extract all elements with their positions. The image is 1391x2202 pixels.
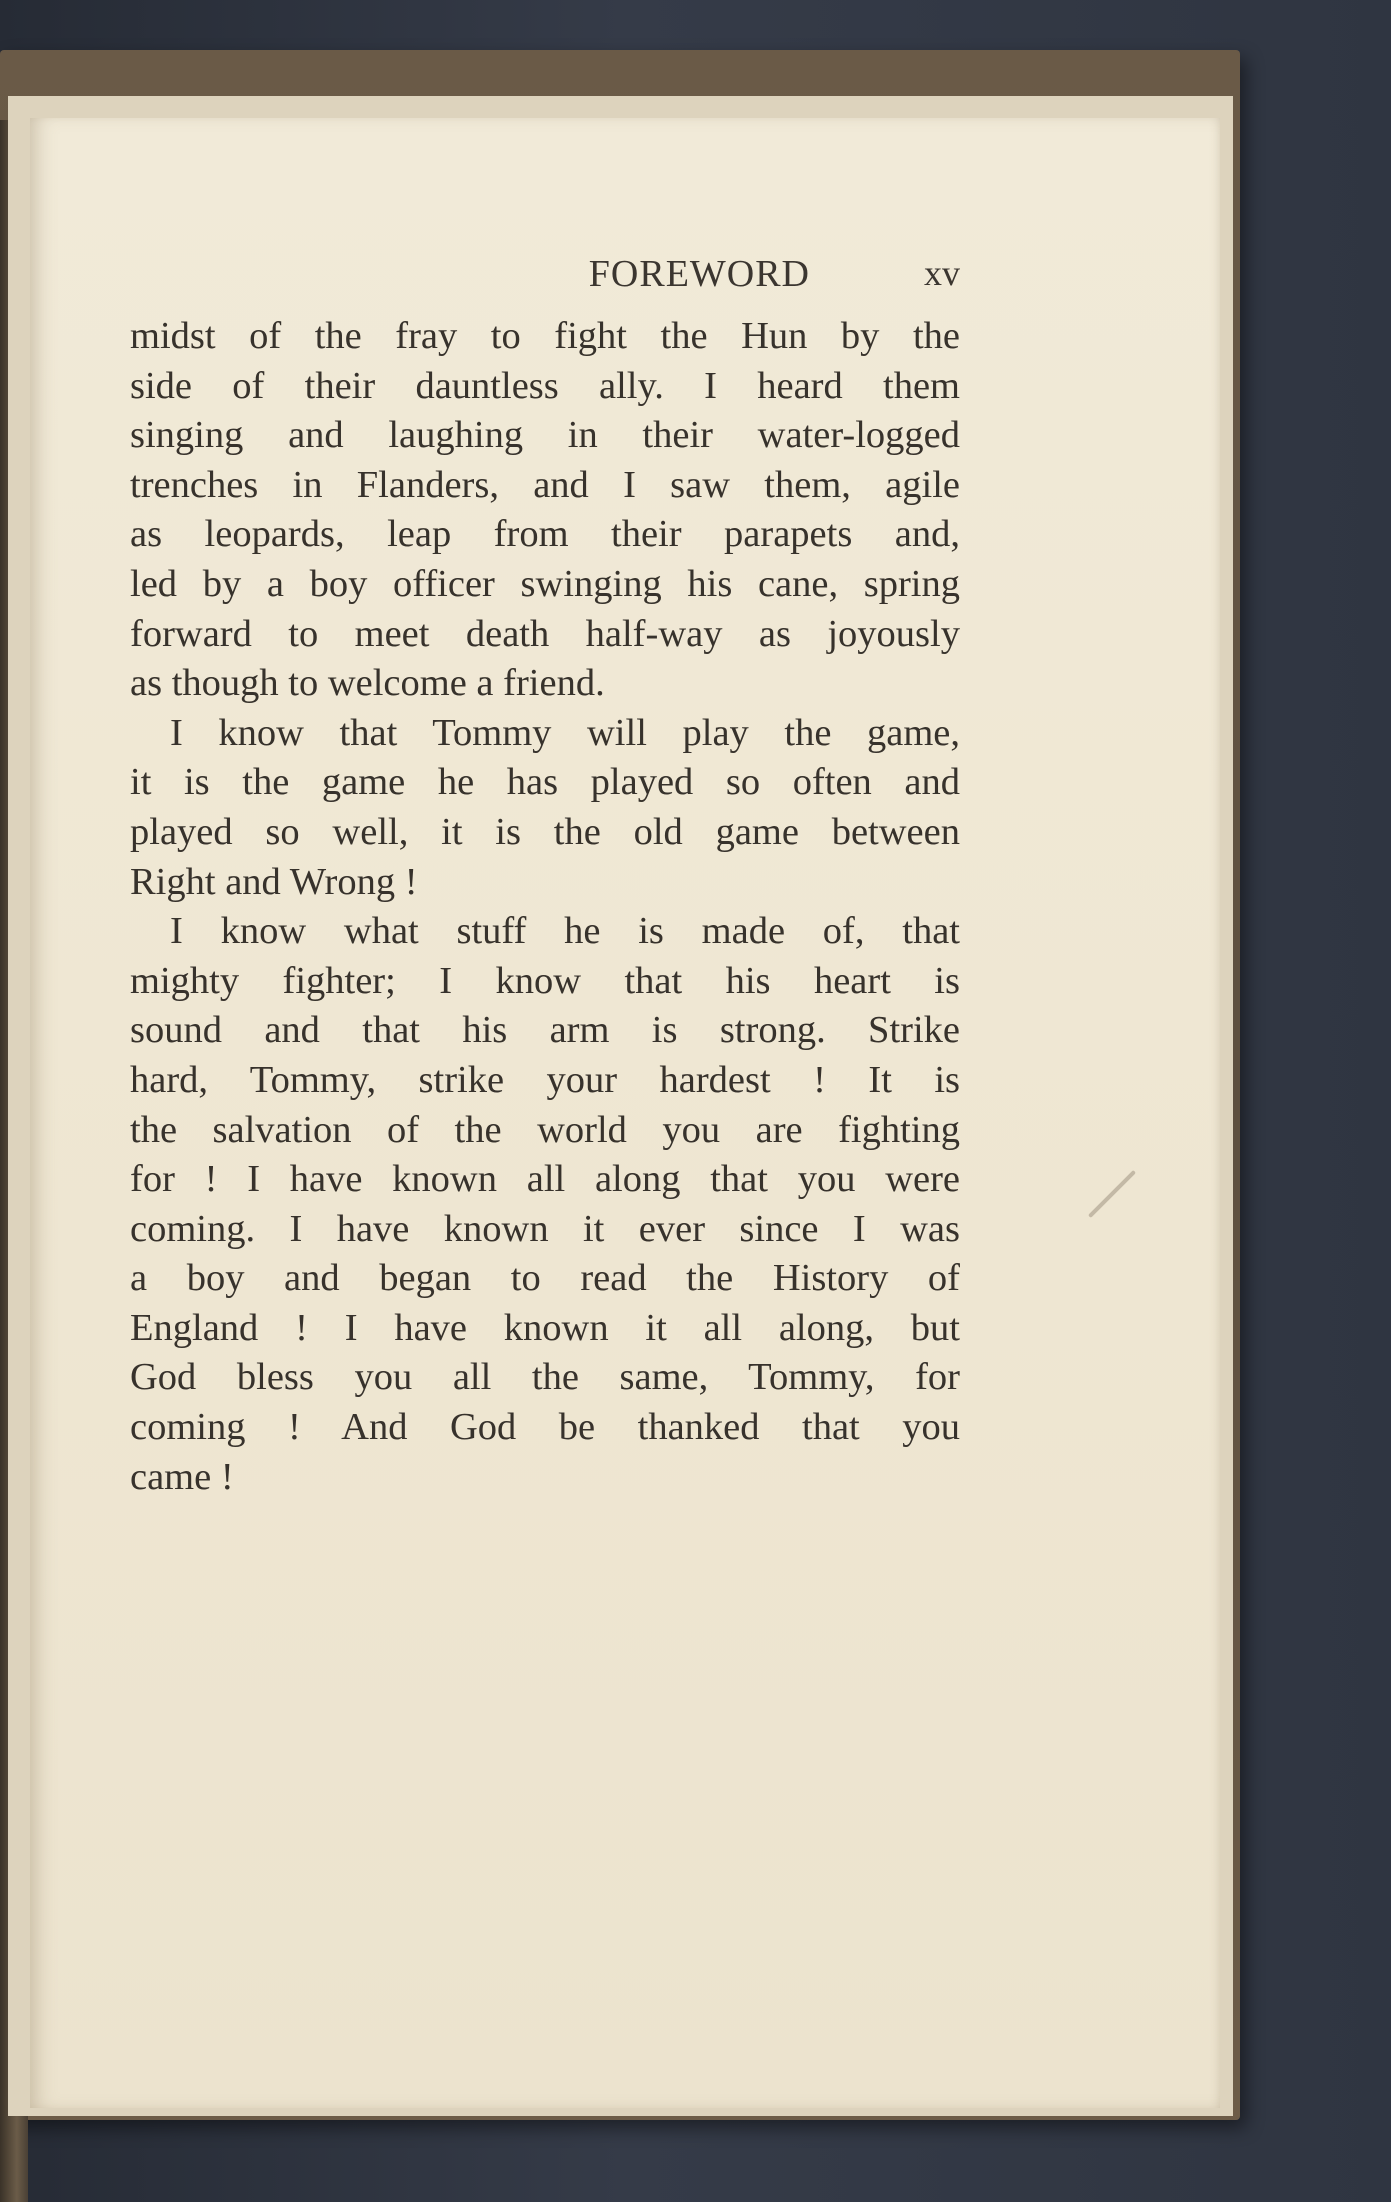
text-line: played so well, it is the old game between <box>130 810 960 853</box>
text-line: hard, Tommy, strike your hardest ! It is <box>130 1058 960 1101</box>
text-line: England ! I have known it all along, but <box>130 1306 960 1349</box>
text-line: it is the game he has played so often and <box>130 761 960 804</box>
text-line: came ! <box>130 1455 234 1498</box>
text-line: a boy and began to read the History of <box>130 1257 960 1300</box>
text-line: led by a boy officer swinging his cane, spring <box>130 562 960 605</box>
text-line: trenches in Flanders, and I saw them, agile <box>130 463 960 506</box>
text-line: sound and that his arm is strong. Strike <box>130 1009 960 1052</box>
text-line: Right and Wrong ! <box>130 860 418 903</box>
text-line: as though to welcome a friend. <box>130 662 605 705</box>
paragraph-first-line: I know that Tommy will play the game, <box>170 711 960 754</box>
running-head <box>130 252 960 312</box>
text-line: as leopards, leap from their parapets and, <box>130 513 960 556</box>
text-line: the salvation of the world you are fighting <box>130 1108 960 1151</box>
running-head-title: FOREWORD <box>588 253 810 295</box>
text-line: mighty fighter; I know that his heart is <box>130 959 960 1002</box>
body-text <box>130 312 960 1502</box>
paragraph-first-line: I know what stuff he is made of, that <box>170 910 960 953</box>
page-number: xv <box>924 253 960 293</box>
text-line: coming. I have known it ever since I was <box>130 1207 960 1250</box>
text-line: forward to meet death half-way as joyously <box>130 612 960 655</box>
text-line: singing and laughing in their water-logged <box>130 414 960 457</box>
text-line: for ! I have known all along that you were <box>130 1158 960 1201</box>
text-line: coming ! And God be thanked that you <box>130 1406 960 1449</box>
text-line: side of their dauntless ally. I heard them <box>130 364 960 407</box>
text-line: midst of the fray to fight the Hun by the <box>130 315 960 357</box>
text-line: God bless you all the same, Tommy, for <box>130 1356 960 1399</box>
